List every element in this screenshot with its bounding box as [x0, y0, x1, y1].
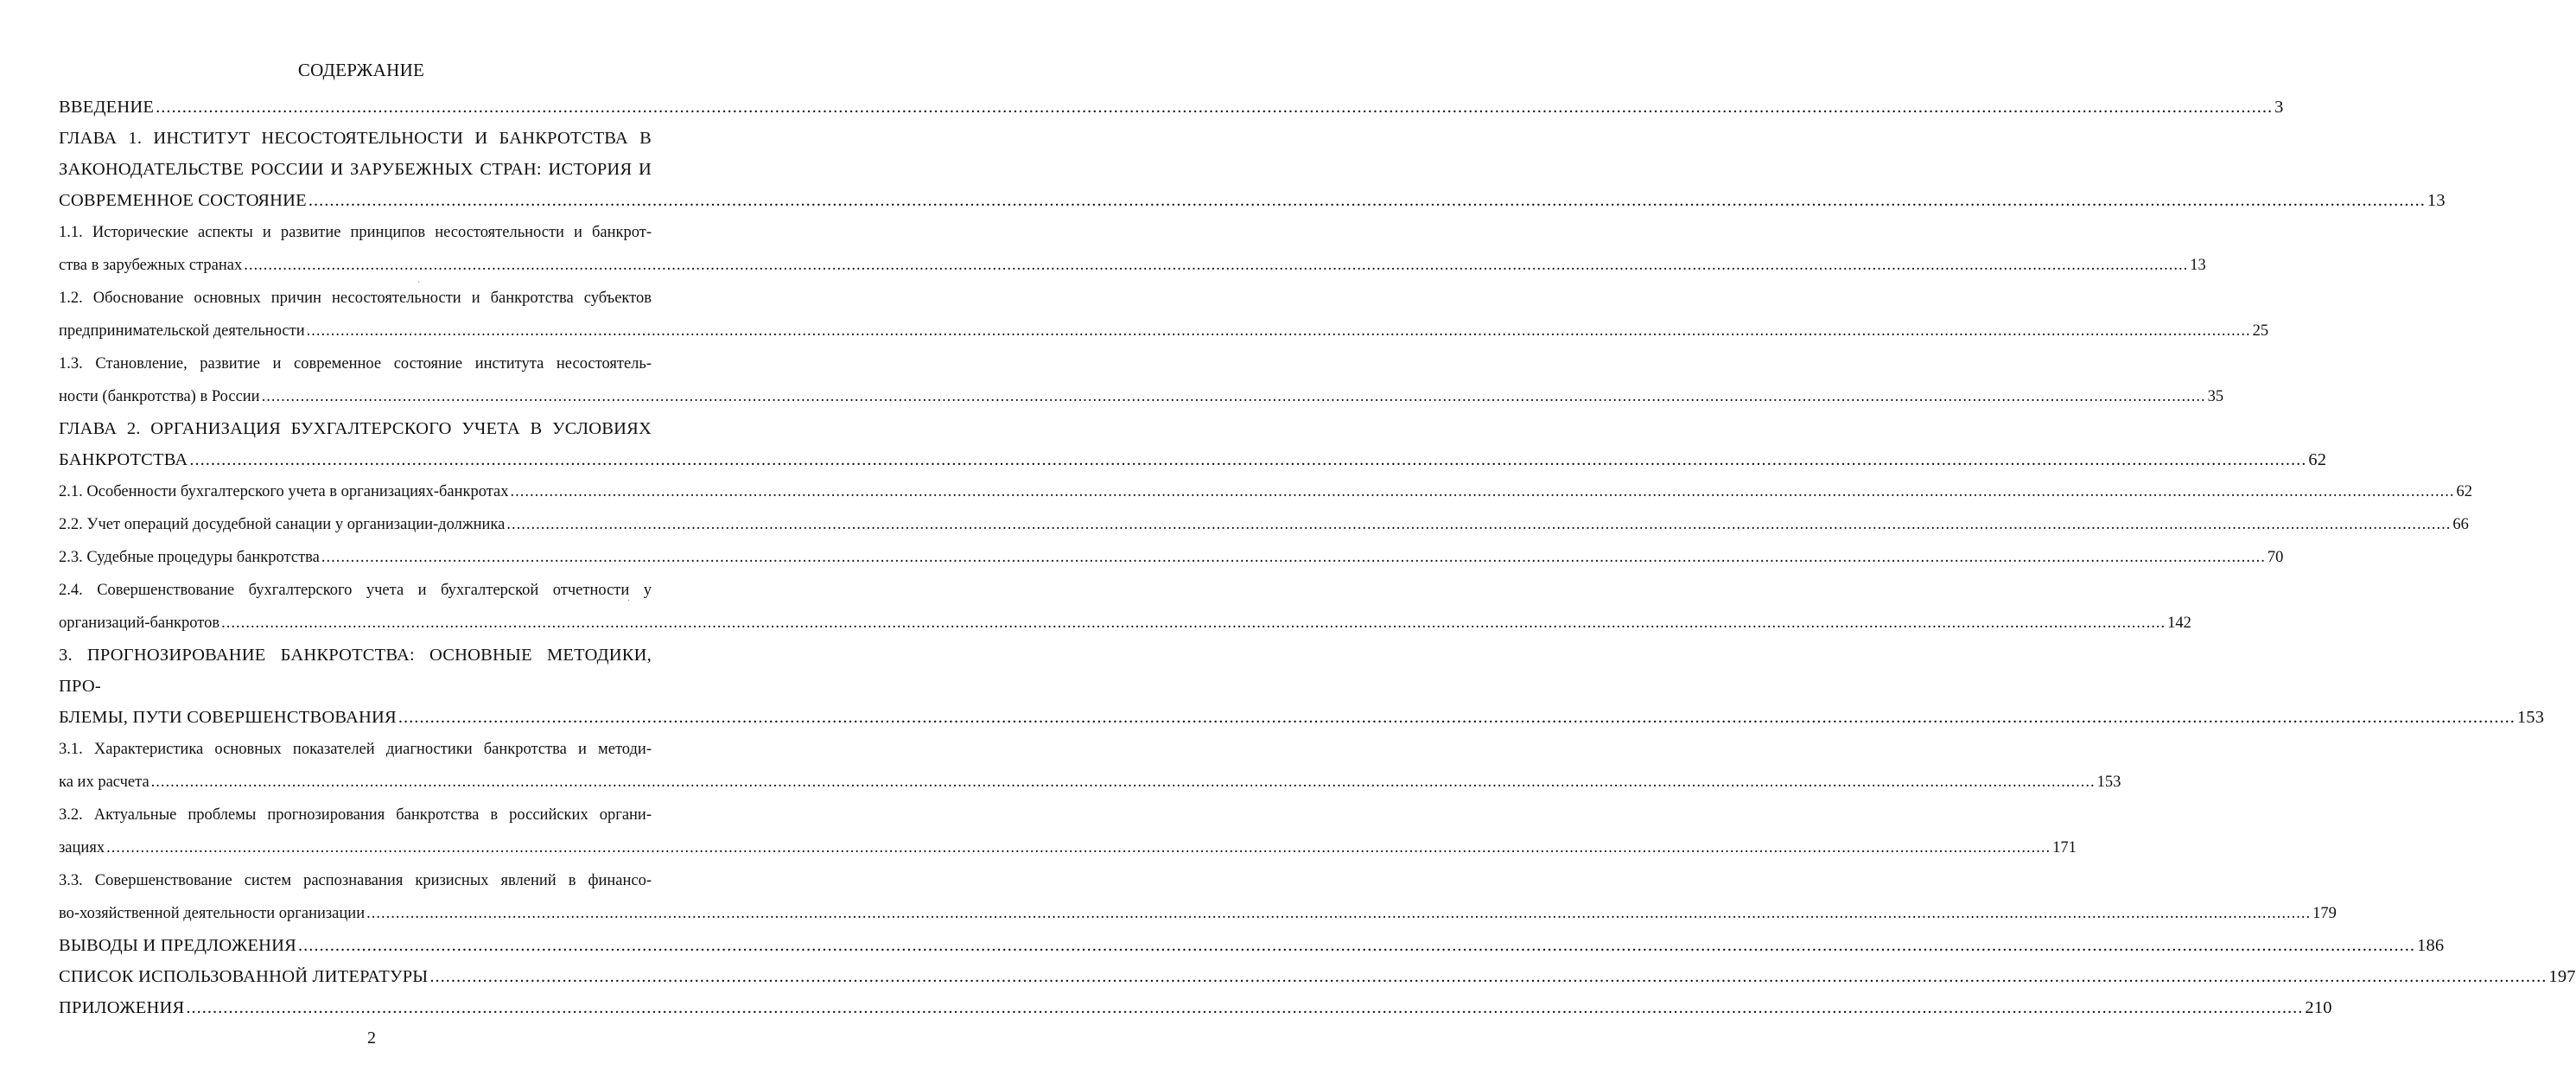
table-of-contents — [59, 57, 2576, 1023]
toc-entry-title: организаций-банкротов — [59, 615, 220, 632]
toc-entry — [59, 961, 2576, 992]
toc-entry — [59, 475, 2473, 508]
toc-entry-line — [59, 930, 2445, 961]
toc-page-number: 62 — [2456, 483, 2473, 500]
toc-entry — [59, 216, 2206, 282]
toc-page-number: 66 — [2452, 516, 2469, 533]
toc-entry-text: ГЛАВА 2. ОРГАНИЗАЦИЯ БУХГАЛТЕРСКОГО УЧЕТА В УСЛОВИЯХ — [59, 419, 652, 438]
dot-leader: ................................................................................................................................................................................................................................................................................................................................................................................................................ — [321, 549, 2266, 566]
toc-entry — [59, 574, 2191, 640]
dot-leader: ................................................................................................................................................................................................................................................................................................................................................................................................................ — [366, 905, 2312, 922]
toc-entry-text: 1.3. Становление, развитие и современное состояние института несостоятель- — [59, 355, 652, 373]
dot-leader: ................................................................................................................................................................................................................................................................................................................................................................................................................ — [429, 967, 2547, 986]
dot-leader: ................................................................................................................................................................................................................................................................................................................................................................................................................ — [261, 388, 2206, 405]
dot-leader: ................................................................................................................................................................................................................................................................................................................................................................................................................ — [186, 998, 2304, 1017]
toc-entry-line — [59, 897, 2337, 930]
toc-entry-line — [59, 702, 2545, 733]
dot-leader: ................................................................................................................................................................................................................................................................................................................................................................................................................ — [506, 516, 2452, 533]
toc-entry — [59, 413, 2327, 475]
toc-entry-line — [59, 185, 2446, 216]
toc-entry-title: ВВЕДЕНИЕ — [59, 98, 155, 117]
toc-page-number: 25 — [2252, 322, 2269, 340]
toc-entry-line — [59, 541, 2284, 574]
toc-page-number: 13 — [2427, 191, 2446, 210]
toc-entry-title: во-хозяйственной деятельности организации — [59, 905, 366, 922]
toc-entry-title: ВЫВОДЫ И ПРЕДЛОЖЕНИЯ — [59, 936, 297, 955]
toc-entry-title: СПИСОК ИСПОЛЬЗОВАННОЙ ЛИТЕРАТУРЫ — [59, 967, 429, 986]
toc-entry-title: зациях — [59, 839, 105, 857]
toc-title: СОДЕРЖАНИЕ — [297, 60, 425, 80]
dot-leader: ................................................................................................................................................................................................................................................................................................................................................................................................................ — [156, 98, 2274, 117]
toc-entry — [59, 282, 2269, 347]
dot-leader: ................................................................................................................................................................................................................................................................................................................................................................................................................ — [150, 774, 2096, 791]
toc-entry-text: 1.2. Обоснование основных причин несостоятельности и банкротства субъектов — [59, 290, 652, 307]
toc-entry — [59, 347, 2224, 413]
toc-entry-title: предпринимательской деятельности — [59, 322, 305, 340]
toc-entry — [59, 992, 2332, 1023]
toc-entry-line — [59, 961, 2576, 992]
toc-page-number: 62 — [2308, 450, 2327, 469]
toc-entry-text: 2.4. Совершенствование бухгалтерского учета и бухгалтерской отчетности у — [59, 582, 652, 599]
dot-leader: ................................................................................................................................................................................................................................................................................................................................................................................................................ — [308, 191, 2426, 210]
toc-entry-text: 3. ПРОГНОЗИРОВАНИЕ БАНКРОТСТВА: ОСНОВНЫЕ МЕТОДИКИ, ПРО- — [59, 646, 652, 696]
dot-leader: ................................................................................................................................................................................................................................................................................................................................................................................................................ — [510, 483, 2455, 500]
toc-page-number: 171 — [2052, 839, 2077, 857]
scan-speck: · — [417, 278, 421, 288]
toc-entry — [59, 541, 2284, 574]
toc-entry-title: ПРИЛОЖЕНИЯ — [59, 998, 185, 1017]
toc-page-number: 35 — [2207, 388, 2224, 405]
dot-leader: ................................................................................................................................................................................................................................................................................................................................................................................................................ — [106, 839, 2051, 857]
toc-entry — [59, 123, 2446, 216]
toc-entry-title: СОВРЕМЕННОЕ СОСТОЯНИЕ — [59, 191, 307, 210]
toc-page-number: 186 — [2417, 936, 2445, 955]
dot-leader: ................................................................................................................................................................................................................................................................................................................................................................................................................ — [298, 936, 2416, 955]
toc-entry — [59, 864, 2337, 930]
toc-page-number: 13 — [2190, 257, 2206, 274]
toc-entry-title: ства в зарубежных странах — [59, 257, 243, 274]
toc-entry-line — [59, 607, 2191, 640]
toc-entry-title: 2.2. Учет операций досудебной санации у организации-должника — [59, 516, 506, 533]
toc-entry-line — [59, 315, 2269, 347]
toc-page-number: 3 — [2274, 98, 2284, 117]
toc-entry-title: БАНКРОТСТВА — [59, 450, 188, 469]
toc-page-number: 142 — [2167, 615, 2191, 632]
toc-entry-line — [59, 766, 2121, 799]
toc-entry-line — [59, 444, 2327, 475]
dot-leader: ................................................................................................................................................................................................................................................................................................................................................................................................................ — [306, 322, 2251, 340]
toc-entry-line — [59, 92, 2284, 123]
toc-list — [59, 92, 2576, 1023]
toc-page-number: 179 — [2312, 905, 2337, 922]
toc-entry — [59, 92, 2284, 123]
toc-entry-line — [59, 475, 2473, 508]
toc-entry — [59, 930, 2445, 961]
page-number: 2 — [367, 1028, 376, 1048]
dot-leader: ................................................................................................................................................................................................................................................................................................................................................................................................................ — [398, 708, 2516, 727]
toc-entry — [59, 640, 2545, 733]
toc-page-number: 153 — [2516, 708, 2545, 727]
dot-leader: ................................................................................................................................................................................................................................................................................................................................................................................................................ — [244, 257, 2189, 274]
dot-leader: ................................................................................................................................................................................................................................................................................................................................................................................................................ — [221, 615, 2166, 632]
toc-entry-line — [59, 508, 2469, 541]
scan-speck: · — [627, 596, 631, 606]
toc-entry-title: 2.3. Судебные процедуры банкротства — [59, 549, 320, 566]
dot-leader: ................................................................................................................................................................................................................................................................................................................................................................................................................ — [189, 450, 2307, 469]
toc-entry — [59, 508, 2469, 541]
toc-page-number: 70 — [2267, 549, 2284, 566]
toc-entry-line — [59, 831, 2077, 864]
toc-entry-line — [59, 992, 2332, 1023]
toc-entry-title: ка их расчета — [59, 774, 149, 791]
toc-entry-text: ГЛАВА 1. ИНСТИТУТ НЕСОСТОЯТЕЛЬНОСТИ И БАНКРОТСТВА В ЗАКОНОДАТЕЛЬСТВЕ РОССИИ И ЗАРУБЕЖНЫХ СТРАН: ИСТОРИЯ И — [59, 129, 652, 179]
toc-entry-title: БЛЕМЫ, ПУТИ СОВЕРШЕНСТВОВАНИЯ — [59, 708, 397, 727]
toc-entry-text: 3.3. Совершенствование систем распознавания кризисных явлений в финансо- — [59, 872, 652, 889]
toc-entry — [59, 799, 2077, 864]
toc-page-number: 210 — [2305, 998, 2332, 1017]
toc-page-number: 197 — [2548, 967, 2576, 986]
toc-entry-text: 1.1. Исторические аспекты и развитие принципов несостоятельности и банкрот- — [59, 224, 652, 241]
toc-entry-line — [59, 380, 2224, 413]
toc-entry-title: ности (банкротства) в России — [59, 388, 260, 405]
toc-page-number: 153 — [2096, 774, 2121, 791]
toc-entry-text: 3.2. Актуальные проблемы прогнозирования банкротства в российских органи- — [59, 806, 652, 824]
toc-entry-title: 2.1. Особенности бухгалтерского учета в организациях-банкротах — [59, 483, 509, 500]
toc-entry — [59, 733, 2121, 799]
toc-entry-text: 3.1. Характеристика основных показателей диагностики банкротства и методи- — [59, 741, 652, 758]
toc-entry-line — [59, 249, 2206, 282]
